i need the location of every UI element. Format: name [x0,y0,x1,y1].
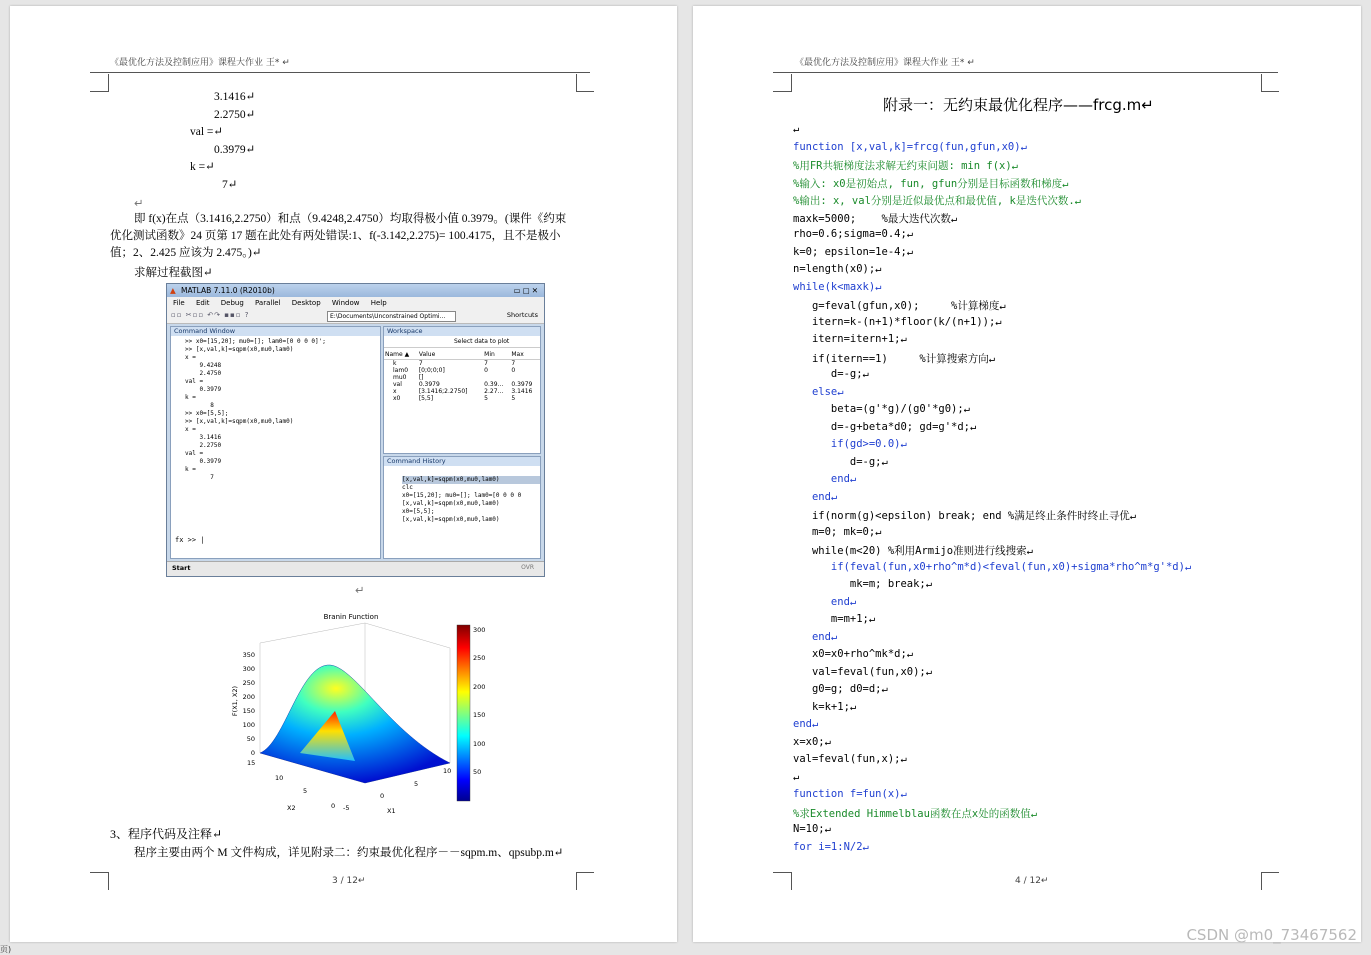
code-line: rho=0.6;sigma=0.4;↵ [793,228,914,240]
workspace-cell: 5 [511,395,516,402]
command-line: x = [185,354,196,361]
y-tick: 0 [331,802,336,810]
corner-mark [576,872,577,890]
code-line: m=0; mk=0;↵ [793,525,882,538]
workspace-column-header[interactable]: Max [510,350,540,360]
corner-mark [1261,91,1279,92]
code-line: ↵ [793,123,800,135]
code-line: %用FR共轭梯度法求解无约束问题: min f(x)↵ [793,160,1019,172]
workspace-cell: [5,5] [418,395,434,402]
corner-mark [576,872,594,873]
x-tick: -5 [343,804,350,812]
page-number: 4 / 12↵ [1015,876,1049,886]
colorbar-tick: 100 [473,740,485,748]
workspace-cell: k [393,360,397,367]
x-tick: 10 [443,767,452,775]
workspace-cell: val [393,381,402,388]
code-line: m=m+1;↵ [793,613,876,625]
plot-title: Branin Function [323,613,379,621]
workspace-cell: 7 [418,360,423,367]
code-line: itern=itern+1;↵ [793,333,907,345]
colorbar-ticks [473,626,485,776]
code-line: itern=k-(n+1)*floor(k/(n+1));↵ [793,315,1002,328]
code-line: function [x,val,k]=frcg(fun,gfun,x0)↵ [793,140,1027,153]
matlab-titlebar [167,284,544,297]
corner-mark [773,872,791,873]
matlab-statusbar [167,561,544,576]
matlab-title: MATLAB 7.11.0 (R2010b) [181,286,275,295]
corner-mark [90,872,108,873]
command-window-title: Command Window [171,327,380,336]
x-tick: 5 [414,780,419,788]
paragraph-mark: ↵ [134,196,144,210]
workspace-panel [383,326,541,454]
workspace-column-header[interactable]: Min [483,350,510,360]
screenshot-caption: 求解过程截图↵ [134,267,213,279]
result-paragraph [110,211,590,262]
command-line: 8 [185,402,214,409]
z-tick: 100 [242,721,255,729]
workspace-cell [483,374,510,381]
toolbar-icons: ▫▫ ✂▫▫ ↶↷ ▪▪▫ ? [171,311,250,319]
code-line: ↵ [793,770,800,783]
paragraph-mark: ↵ [355,583,365,597]
menu-help[interactable]: Help [370,299,387,307]
code-line: %输出: x, val分别是近似最优点和最优值, k是迭代次数.↵ [793,195,1082,207]
menu-debug[interactable]: Debug [220,299,244,307]
code-line: val=feval(fun,x0);↵ [793,665,933,678]
corner-mark [791,74,792,92]
workspace-cell: 2.27... [484,388,504,395]
code-line: k=k+1;↵ [793,700,857,713]
workspace-cell: 3.1416 [511,388,533,395]
command-line: 0.3979 [185,386,222,393]
command-line: val = [185,450,204,457]
code-line: for i=1:N/2↵ [793,840,869,853]
surface-mesh [260,665,450,783]
history-list [384,466,540,524]
workspace-cell: 0.39... [484,381,504,388]
code-line: if(itern==1) %计算搜索方向↵ [793,352,996,365]
workspace-cell [510,374,540,381]
history-item[interactable]: clc [402,484,413,491]
matlab-menubar [167,297,544,309]
code-line: d=-g;↵ [793,455,888,468]
code-line: n=length(x0);↵ [793,263,882,275]
code-line: end↵ [793,490,838,503]
history-item[interactable]: x0=[5,5]; [402,508,435,515]
code-line: if(feval(fun,x0+rho^m*d)<feval(fun,x0)+sigma*rho^m*g'*d)↵ [793,560,1192,573]
code-line: d=-g;↵ [793,368,869,380]
result-value: 3.1416↵ [214,91,256,103]
z-tick: 200 [242,693,255,701]
branin-surface-plot [215,603,485,818]
command-line: val = [185,378,204,385]
workspace-cell: 0 [511,367,516,374]
para-line: 即 f(x)在点（3.1416,2.2750）和点（9.4248,2.4750）均取得极小值 0.3979。(课件《约束 [134,213,567,225]
command-prompt[interactable]: fx >> | [175,536,205,544]
code-line: g=feval(gfun,x0); %计算梯度↵ [793,300,1006,312]
workspace-cell: 0.3979 [511,381,533,388]
z-tick: 50 [246,735,255,743]
command-line: >> x0=[5,5]; [185,410,229,417]
para-line: 优化测试函数》24 页第 17 题在此处有两处错误:1、f(-3.142,2.275)= 100.4175，且不是极小 [110,230,561,242]
y-tick: 5 [303,787,308,795]
workspace-column-header[interactable]: Value [418,350,483,360]
matlab-toolbar [167,309,544,324]
workspace-cell: [3.1416;2.2750] [418,388,468,395]
result-label: k =↵ [190,161,215,173]
command-history-panel [383,456,541,559]
para-line: 值；2、2.425 应该为 2.475。)↵ [110,247,262,259]
command-history-title: Command History [384,457,540,466]
workspace-cell: 0.3979 [418,381,440,388]
z-axis-ticks [243,651,255,757]
colorbar-tick: 150 [473,711,485,719]
current-folder-field[interactable]: E:\Documents\Unconstrained Optimi... [327,311,456,322]
command-line: 0.3979 [185,458,222,465]
z-tick: 350 [242,651,255,659]
workspace-header-row [384,350,540,360]
workspace-cell: mu0 [393,374,407,381]
x-tick: 0 [380,792,385,800]
page-header: 《最优化方法及控制应用》课程大作业 王* ↵ [795,58,975,68]
history-item[interactable]: [x,val,k]=sqpm(x0,mu0,lam0) [402,516,500,523]
code-line: if(norm(g)<epsilon) break; end %满足终止条件时终止寻优↵ [793,510,1137,522]
command-line: x = [185,426,196,433]
history-item[interactable]: [x,val,k]=sqpm(x0,mu0,lam0) [402,476,540,484]
colorbar [457,625,470,801]
code-line: end↵ [793,595,857,608]
header-rule [773,72,1278,73]
command-line: 9.4248 [185,362,222,369]
command-line: >> x0=[15,20]; mu0=[]; lam0=[0 0 0 0]'; [185,338,326,345]
x-axis-label: X1 [387,807,396,815]
menu-desktop[interactable]: Desktop [291,299,321,307]
z-tick: 250 [242,679,255,687]
colorbar-tick: 250 [473,654,485,662]
workspace-cell: [] [418,374,424,381]
corner-mark [108,74,109,92]
code-line: maxk=5000; %最大迭代次数↵ [793,212,958,225]
workspace-row[interactable] [384,388,540,395]
code-line: if(gd>=0.0)↵ [793,438,907,450]
colorbar-tick: 200 [473,683,485,691]
code-line: d=-g+beta*d0; gd=g'*d;↵ [793,420,977,433]
page-number: 3 / 12↵ [332,876,366,886]
command-output [171,336,380,482]
menu-parallel[interactable]: Parallel [255,299,281,307]
workspace-cell: 0 [484,367,488,374]
section-body: 程序主要由两个 M 文件构成，详见附录二：约束最优化程序－－sqpm.m、qpsubp.m↵ [134,847,564,859]
watermark: CSDN @m0_73467562 [1186,926,1357,944]
y-tick: 15 [247,759,256,767]
workspace-row[interactable] [384,381,540,388]
code-line: x=x0;↵ [793,735,831,748]
command-window[interactable] [170,326,381,559]
workspace-cell: x [393,388,397,395]
workspace-cell: x0 [393,395,401,402]
ovr-indicator: OVR [521,564,534,571]
command-line: >> [x,val,k]=sqpm(x0,mu0,lam0) [185,346,294,353]
workspace-row[interactable] [384,374,540,381]
corner-mark [1261,872,1279,873]
window-controls-icon: ▭▢✕ [513,286,540,295]
workspace-cell: 7 [484,360,488,367]
command-line: 2.2750 [185,442,222,449]
section-heading: 3、程序代码及注释↵ [110,827,223,841]
workspace-title: Workspace [384,327,540,336]
menu-edit[interactable]: Edit [195,299,210,307]
corner-mark [1261,872,1262,890]
workspace-cell: 7 [511,360,516,367]
corner-mark [108,872,109,890]
document-page-3 [10,6,677,942]
shortcuts-button[interactable]: Shortcuts [506,311,538,319]
corner-mark [773,91,791,92]
document-page-4 [693,6,1361,942]
corner-mark [90,91,108,92]
workspace-row[interactable] [384,367,540,374]
code-line: end↵ [793,718,819,730]
status-bar-text: 页) [0,945,12,954]
history-item[interactable]: [x,val,k]=sqpm(x0,mu0,lam0) [402,500,500,507]
colorbar-tick: 300 [473,626,485,634]
z-axis-label: F(X1, X2) [231,685,239,717]
z-tick: 300 [242,665,255,673]
matlab-screenshot [166,283,545,577]
start-button[interactable]: Start [172,564,191,572]
code-line: end↵ [793,473,857,485]
y-axis-label: X2 [287,804,296,812]
page-header: 《最优化方法及控制应用》课程大作业 王* ↵ [110,58,290,68]
code-line: k=0; epsilon=1e-4;↵ [793,245,914,258]
code-line: while(k<maxk)↵ [793,280,882,293]
y-tick: 10 [275,774,284,782]
header-rule [90,72,590,73]
code-line: %输入: x0是初始点, fun, gfun分别是目标函数和梯度↵ [793,177,1069,190]
workspace-column-header[interactable]: Name ▲ [384,350,418,360]
z-tick: 0 [250,749,255,757]
code-line: g0=g; d0=d;↵ [793,683,888,695]
code-line: x0=x0+rho^mk*d;↵ [793,648,914,660]
code-line: N=10;↵ [793,823,831,835]
result-value: 2.2750↵ [214,109,256,121]
code-line: function f=fun(x)↵ [793,788,907,800]
select-data-plot[interactable]: Select data to plot [384,336,540,348]
command-line: k = [185,394,196,401]
result-value: 7↵ [222,179,238,191]
corner-mark [791,872,792,890]
workspace-cell: 5 [484,395,488,402]
colorbar-tick: 50 [473,768,482,776]
command-line: 7 [185,474,214,481]
z-tick: 150 [242,707,255,715]
workspace-row[interactable] [384,360,540,368]
code-line: while(m<20) %利用Armijo准则进行线搜索↵ [793,545,1033,557]
corner-mark [576,74,577,92]
code-line: beta=(g'*g)/(g0'*g0);↵ [793,403,971,415]
result-label: val =↵ [190,126,224,138]
history-item[interactable]: x0=[15,20]; mu0=[]; lam0=[0 0 0 0 [402,492,522,499]
corner-mark [1261,74,1262,92]
code-line: end↵ [793,630,838,643]
command-line: 2.4750 [185,370,222,377]
corner-mark [576,91,594,92]
code-line: val=feval(fun,x);↵ [793,753,907,765]
result-value: 0.3979↵ [214,144,256,156]
workspace-row[interactable] [384,395,540,402]
workspace-cell: lam0 [393,367,409,374]
matlab-logo-icon: ▲ [170,286,176,295]
code-line: %求Extended Himmelblau函数在点x处的函数值↵ [793,807,1038,820]
workspace-table [384,350,540,402]
menu-file[interactable]: File [173,299,185,307]
command-line: 3.1416 [185,434,222,441]
menu-window[interactable]: Window [331,299,360,307]
appendix-title: 附录一：无约束最优化程序——frcg.m↵ [883,96,1154,114]
command-line: >> [x,val,k]=sqpm(x0,mu0,lam0) [185,418,294,425]
workspace-cell: [0;0;0;0] [418,367,445,374]
code-line: mk=m; break;↵ [793,578,933,590]
command-line: k = [185,466,196,473]
code-line: else↵ [793,385,844,398]
